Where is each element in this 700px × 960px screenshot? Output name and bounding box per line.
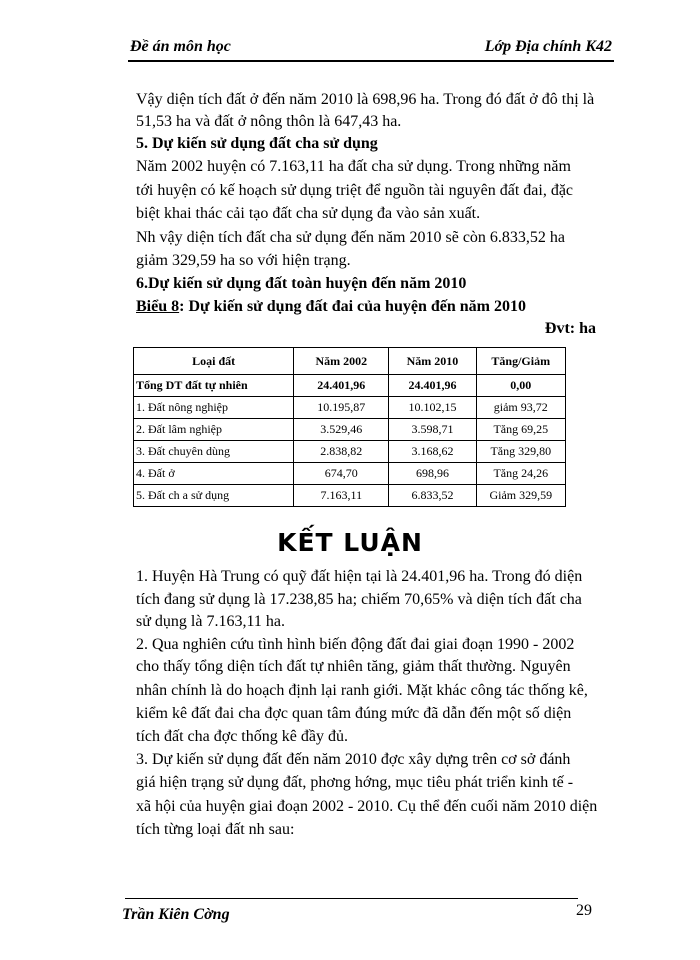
table-cell: 6.833,52 (389, 485, 476, 507)
table-cell: Tăng 24,26 (476, 463, 565, 485)
table-total-row (134, 375, 566, 397)
footer-author: Trần Kiên Cờng (122, 906, 230, 923)
paragraph-line: Năm 2002 huyện có 7.163,11 ha đất cha sử dụng. Trong những năm (136, 158, 571, 175)
conclusion-line: nhân chính là do hoạch định lại ranh giới. Mặt khác công tác thống kê, (136, 682, 588, 699)
table-cell: 3.168,62 (389, 441, 476, 463)
paragraph-line: biệt khai thác cải tạo đất cha sử dụng đa vào sản xuất. (136, 205, 481, 222)
table-cell: 0,00 (476, 375, 565, 397)
table-cell: 10.195,87 (294, 397, 389, 419)
table-cell: Tăng 69,25 (476, 419, 565, 441)
table-cell: 24.401,96 (294, 375, 389, 397)
table-cell: 2.838,82 (294, 441, 389, 463)
conclusion-line: 2. Qua nghiên cứu tình hình biến động đất đai giai đoạn 1990 - 2002 (136, 636, 575, 653)
conclusion-line: tích từng loại đất nh sau: (136, 821, 295, 838)
table-cell: giảm 93,72 (476, 397, 565, 419)
conclusion-line: xã hội của huyện giai đoạn 2002 - 2010. Cụ thể đến cuối năm 2010 diện (136, 798, 598, 815)
table-cell: Giảm 329,59 (476, 485, 565, 507)
table-header-row (134, 348, 566, 375)
table-cell: 5. Đất ch a sử dụng (134, 485, 294, 507)
conclusion-line: giá hiện trạng sử dụng đất, phơng hớng, mục tiêu phát triển kinh tế - (136, 774, 574, 791)
paragraph-line: tới huyện có kế hoạch sử dụng triệt để nguồn tài nguyên đất đai, đặc (136, 182, 574, 199)
header-cell: Năm 2010 (389, 348, 476, 375)
table-cell: Tổng DT đất tự nhiên (134, 375, 294, 397)
table-row (134, 397, 566, 419)
conclusion-line: sử dụng là 7.163,11 ha. (136, 613, 285, 630)
section-5-title: 5. Dự kiến sử dụng đất cha sử dụng (136, 135, 378, 152)
header-cell: Tăng/Giảm (476, 348, 565, 375)
conclusion-line: 1. Huyện Hà Trung có quỹ đất hiện tại là 24.401,96 ha. Trong đó diện (136, 568, 583, 585)
table-cell: 24.401,96 (389, 375, 476, 397)
conclusion-title: KẾT LUẬN (277, 528, 423, 557)
unit-label: Đvt: ha (544, 320, 596, 337)
table-cell: 1. Đất nông nghiệp (134, 397, 294, 419)
table-row (134, 485, 566, 507)
footer-rule (125, 898, 578, 899)
table-row (134, 419, 566, 441)
table-row (134, 441, 566, 463)
table-caption-label: Biểu 8 (136, 298, 180, 315)
conclusion-line: cho thấy tổng diện tích đất tự nhiên tăng, giảm thất thường. Nguyên (136, 658, 571, 675)
section-6-title: 6.Dự kiến sử dụng đất toàn huyện đến năm 2010 (136, 275, 467, 292)
table-caption (136, 296, 526, 318)
header-class: Lớp Địa chính K42 (484, 38, 612, 55)
page-header (128, 36, 614, 62)
table-cell: 2. Đất lâm nghiệp (134, 419, 294, 441)
conclusion-line: tích đang sử dụng là 17.238,85 ha; chiếm 70,65% và diện tích đất cha (136, 591, 582, 608)
table-cell: 3. Đất chuyên dùng (134, 441, 294, 463)
conclusion-line: kiểm kê đất đai cha đợc quan tâm đúng mức đã dẫn đến một số diện (136, 705, 572, 722)
page-number: 29 (576, 902, 592, 919)
paragraph-line: Vậy diện tích đất ở đến năm 2010 là 698,96 ha. Trong đó đất ở đô thị là (136, 91, 595, 108)
paragraph-line: giảm 329,59 ha so với hiện trạng. (136, 252, 351, 269)
table-cell: 10.102,15 (389, 397, 476, 419)
table-cell: 3.529,46 (294, 419, 389, 441)
table-cell: Tăng 329,80 (476, 441, 565, 463)
table-cell: 7.163,11 (294, 485, 389, 507)
land-use-table (133, 347, 566, 507)
table-cell: 674,70 (294, 463, 389, 485)
header-course: Đề án môn học (130, 38, 231, 55)
header-cell: Năm 2002 (294, 348, 389, 375)
conclusion-line: tích đất cha đợc thống kê đầy đủ. (136, 728, 348, 745)
header-cell: Loại đất (134, 348, 294, 375)
table-row (134, 463, 566, 485)
table-cell: 698,96 (389, 463, 476, 485)
table-caption-text: : Dự kiến sử dụng đất đai của huyện đến năm 2010 (179, 298, 526, 315)
table-cell: 3.598,71 (389, 419, 476, 441)
paragraph-line: Nh vậy diện tích đất cha sử dụng đến năm 2010 sẽ còn 6.833,52 ha (136, 229, 566, 246)
paragraph-line: 51,53 ha và đất ở nông thôn là 647,43 ha. (136, 113, 402, 130)
table-cell: 4. Đất ở (134, 463, 294, 485)
conclusion-line: 3. Dự kiến sử dụng đất đến năm 2010 đợc xây dựng trên cơ sở đánh (136, 751, 571, 768)
